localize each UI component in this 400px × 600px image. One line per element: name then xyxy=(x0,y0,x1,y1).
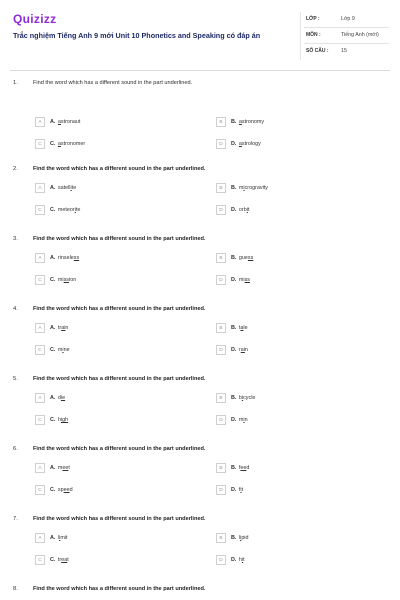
underlined-part: i xyxy=(246,207,248,213)
underlined-part: ee xyxy=(240,465,247,471)
option-box: D xyxy=(216,205,226,215)
question-text: Find the word which has a different sound in the part underlined. xyxy=(33,80,193,86)
option-text-post: mit xyxy=(60,535,68,541)
option-letter: D. xyxy=(231,417,237,423)
option-text xyxy=(231,465,249,471)
option-text-pre: l xyxy=(238,535,241,541)
option-text-pre: satell xyxy=(57,185,71,191)
option-text-post: crogravity xyxy=(244,185,268,191)
option-letter: D. xyxy=(231,347,237,353)
underlined-part: ea xyxy=(61,557,68,563)
underlined-part: ss xyxy=(73,255,80,261)
option-text-post: n xyxy=(244,347,248,353)
option-letter: B. xyxy=(231,465,237,471)
option-box: B xyxy=(216,393,226,403)
underlined-part: ie xyxy=(60,395,66,401)
option-text xyxy=(50,487,73,493)
option-text-post: n xyxy=(244,417,248,423)
option-text-pre: d xyxy=(57,395,61,401)
underlined-part: i xyxy=(241,557,244,563)
option-box: B xyxy=(216,463,226,473)
underlined-part: i xyxy=(243,185,245,191)
option-text xyxy=(231,417,248,423)
option-letter: D. xyxy=(231,557,237,563)
option-text xyxy=(50,255,79,261)
option-box: D xyxy=(216,555,226,565)
option-text-pre: meteor xyxy=(57,207,75,213)
option-letter: C. xyxy=(50,141,56,147)
option-letter: C. xyxy=(50,207,56,213)
option-box: A xyxy=(35,253,45,263)
option-box: A xyxy=(35,323,45,333)
question-text: Find the word which has a different sound in the part underlined. xyxy=(33,166,206,172)
underlined-part: i xyxy=(243,417,245,423)
option-text-post: t xyxy=(67,557,69,563)
underlined-part: a xyxy=(57,141,61,147)
question-number: 2. xyxy=(13,166,18,172)
underlined-part: ai xyxy=(61,325,66,331)
option-box: C xyxy=(35,205,45,215)
option-box: D xyxy=(216,275,226,285)
question-number: 5. xyxy=(13,376,18,382)
option-box: C xyxy=(35,415,45,425)
option-text-post: t xyxy=(68,465,70,471)
option-text-pre: b xyxy=(238,395,242,401)
option-text-pre: mi xyxy=(238,277,245,283)
option-text xyxy=(50,417,68,423)
question-number: 1. xyxy=(13,80,18,86)
option-letter: A. xyxy=(50,465,56,471)
option-text-post: te xyxy=(71,185,77,191)
underlined-part: i xyxy=(241,395,244,401)
option-text-pre: gue xyxy=(238,255,248,261)
option-box: C xyxy=(35,485,45,495)
option-text-post: ne xyxy=(63,347,70,353)
header-divider xyxy=(10,70,390,71)
underlined-part: igh xyxy=(60,417,69,423)
option-text-pre: t xyxy=(238,325,241,331)
option-text-pre: f xyxy=(238,465,241,471)
underlined-part: ss xyxy=(247,255,254,261)
option-letter: C. xyxy=(50,417,56,423)
option-text-post: t xyxy=(247,207,250,213)
option-box: B xyxy=(216,183,226,193)
option-box: A xyxy=(35,393,45,403)
option-text xyxy=(50,557,69,563)
option-letter: A. xyxy=(50,119,56,125)
question-text: Find the word which has a different sound in the part underlined. xyxy=(33,376,206,382)
underlined-part: ss xyxy=(63,277,69,283)
option-text-pre: h xyxy=(238,557,242,563)
option-text-pre: tr xyxy=(57,325,62,331)
option-text-pre: sp xyxy=(57,487,64,493)
option-box: B xyxy=(216,117,226,127)
option-box: C xyxy=(35,139,45,149)
option-text-pre: l xyxy=(57,535,60,541)
option-box: D xyxy=(216,485,226,495)
option-text xyxy=(231,207,249,213)
option-letter: A. xyxy=(50,185,56,191)
underlined-part: i xyxy=(59,535,61,541)
option-text xyxy=(50,395,65,401)
option-letter: C. xyxy=(50,347,56,353)
underlined-part: ee xyxy=(63,487,70,493)
quizizz-logo: Quizizz xyxy=(13,12,57,26)
option-letter: C. xyxy=(50,487,56,493)
meta-value: Tiếng Anh (mới) xyxy=(341,32,379,38)
underlined-part: i xyxy=(240,487,242,493)
meta-label: LỚP : xyxy=(306,16,320,22)
option-box: C xyxy=(35,275,45,285)
option-letter: D. xyxy=(231,207,237,213)
option-text-pre: f xyxy=(238,487,241,493)
option-text xyxy=(231,487,243,493)
question-text: Find the word which has a different sound in the part underlined. xyxy=(33,236,206,242)
meta-row-count xyxy=(304,44,389,59)
question-text: Find the word which has a different sound in the part underlined. xyxy=(33,586,206,592)
option-box: A xyxy=(35,463,45,473)
option-text-pre: mi xyxy=(57,277,64,283)
option-text-post: d xyxy=(246,465,250,471)
option-text-pre: rinsele xyxy=(57,255,74,261)
underlined-part: a xyxy=(238,119,242,125)
option-text xyxy=(50,535,68,541)
option-text-post: t xyxy=(241,487,244,493)
meta-row-class xyxy=(304,12,389,28)
option-text-pre: orb xyxy=(238,207,247,213)
option-text-post: te xyxy=(75,207,81,213)
option-text-pre: r xyxy=(238,347,241,353)
option-text-pre: m xyxy=(238,417,244,423)
option-text-pre: m xyxy=(57,347,63,353)
option-text xyxy=(231,325,248,331)
option-text-post: cycle xyxy=(243,395,256,401)
meta-label: MÔN : xyxy=(306,32,321,38)
underlined-part: i xyxy=(74,207,76,213)
question-text: Find the word which has a different sound in the part underlined. xyxy=(33,516,206,522)
option-text xyxy=(50,141,85,147)
option-box: C xyxy=(35,345,45,355)
option-letter: D. xyxy=(231,141,237,147)
underlined-part: ss xyxy=(244,277,250,283)
underlined-part: a xyxy=(240,325,244,331)
option-text-post: stronaut xyxy=(60,119,81,125)
option-box: B xyxy=(216,253,226,263)
option-text-post: le xyxy=(243,325,248,331)
option-text xyxy=(231,347,248,353)
question-number: 8. xyxy=(13,586,18,592)
option-text xyxy=(50,347,70,353)
option-box: C xyxy=(35,555,45,565)
option-text-pre: m xyxy=(57,465,63,471)
question-text: Find the word which has a different sound in the part underlined. xyxy=(33,446,206,452)
meta-value: 15 xyxy=(341,48,347,54)
question-number: 4. xyxy=(13,306,18,312)
option-text-pre: m xyxy=(238,185,244,191)
underlined-part: i xyxy=(62,347,64,353)
option-text xyxy=(231,395,255,401)
question-number: 6. xyxy=(13,446,18,452)
page-title: Trắc nghiệm Tiếng Anh 9 mới Unit 10 Phonetics and Speaking có đáp án xyxy=(13,31,261,40)
option-letter: B. xyxy=(231,185,237,191)
question-text: Find the word which has a different sound in the part underlined. xyxy=(33,306,206,312)
option-text-pre: tr xyxy=(57,557,62,563)
underlined-part: ai xyxy=(240,347,245,353)
option-text xyxy=(50,465,70,471)
option-box: A xyxy=(35,533,45,543)
underlined-part: i xyxy=(70,185,72,191)
option-letter: C. xyxy=(50,277,56,283)
option-text xyxy=(231,557,245,563)
option-letter: B. xyxy=(231,119,237,125)
option-text-post: n xyxy=(65,325,69,331)
option-letter: A. xyxy=(50,255,56,261)
meta-row-subject xyxy=(304,28,389,44)
option-text xyxy=(50,119,80,125)
option-box: D xyxy=(216,345,226,355)
option-letter: A. xyxy=(50,325,56,331)
option-text xyxy=(50,277,76,283)
option-box: B xyxy=(216,533,226,543)
option-box: A xyxy=(35,117,45,127)
question-number: 3. xyxy=(13,236,18,242)
option-text xyxy=(231,277,250,283)
header xyxy=(0,0,400,72)
option-text xyxy=(231,119,264,125)
option-letter: C. xyxy=(50,557,56,563)
option-text xyxy=(50,325,68,331)
option-text-post: stronomy xyxy=(241,119,265,125)
question-number: 7. xyxy=(13,516,18,522)
meta-table xyxy=(300,12,389,60)
option-text-post: d xyxy=(69,487,73,493)
option-letter: B. xyxy=(231,535,237,541)
option-letter: A. xyxy=(50,395,56,401)
underlined-part: a xyxy=(238,141,242,147)
option-text xyxy=(50,185,76,191)
option-text xyxy=(50,207,80,213)
option-letter: D. xyxy=(231,487,237,493)
option-box: A xyxy=(35,183,45,193)
option-letter: A. xyxy=(50,535,56,541)
option-box: D xyxy=(216,139,226,149)
option-letter: B. xyxy=(231,255,237,261)
option-box: B xyxy=(216,323,226,333)
option-text-post: stronomer xyxy=(60,141,86,147)
underlined-part: ee xyxy=(62,465,69,471)
option-text-post: strology xyxy=(241,141,261,147)
option-letter: B. xyxy=(231,395,237,401)
option-box: D xyxy=(216,415,226,425)
underlined-part: i xyxy=(240,535,242,541)
option-letter: B. xyxy=(231,325,237,331)
option-text-post: ion xyxy=(69,277,77,283)
option-text xyxy=(231,141,261,147)
option-text xyxy=(231,185,268,191)
meta-label: SỐ CÂU : xyxy=(306,48,329,54)
option-text xyxy=(231,255,253,261)
option-text-post: pid xyxy=(241,535,249,541)
meta-value: Lớp 9 xyxy=(341,16,355,22)
option-text xyxy=(231,535,249,541)
option-letter: D. xyxy=(231,277,237,283)
option-text-pre: h xyxy=(57,417,61,423)
option-text-post: t xyxy=(243,557,245,563)
underlined-part: a xyxy=(57,119,61,125)
